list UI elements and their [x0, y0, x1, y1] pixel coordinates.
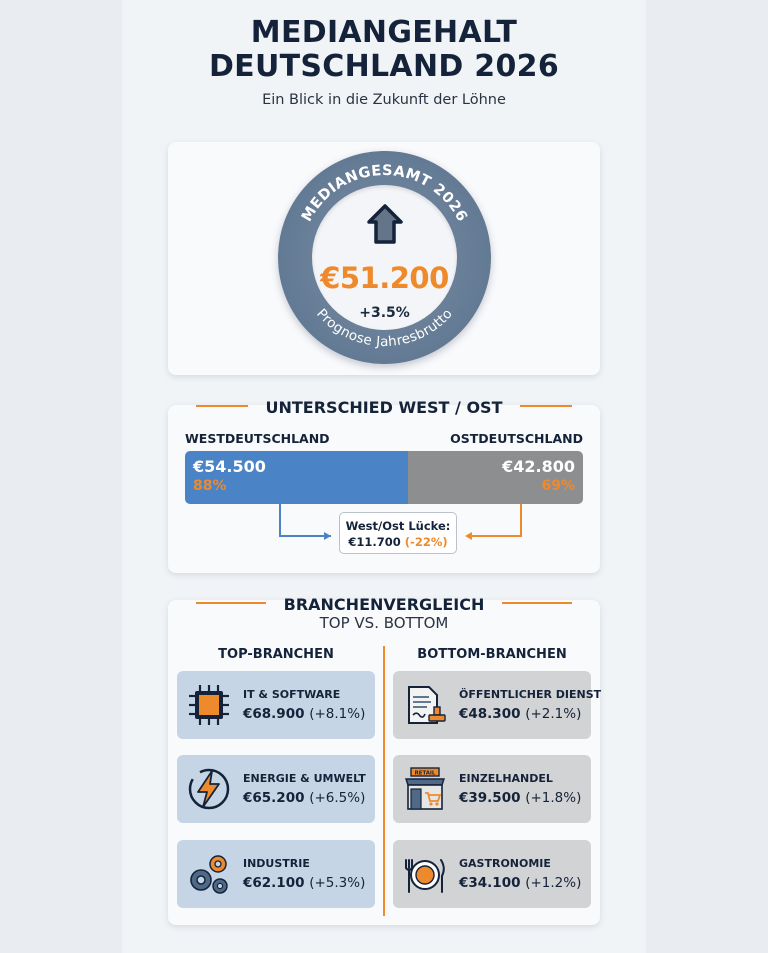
gears-icon: [185, 850, 233, 898]
industry-tile-public: [393, 671, 602, 739]
bottom-industries-heading: BOTTOM-BRANCHEN: [417, 647, 567, 662]
west-bar: [185, 451, 408, 504]
industry-change: (+5.3%): [309, 875, 366, 891]
west-label: WESTDEUTSCHLAND: [185, 431, 330, 446]
median-value: €51.200: [320, 261, 449, 295]
gap-value: €11.700: [348, 535, 401, 549]
industry-tile-it: [177, 671, 375, 739]
industry-value-line: [243, 706, 365, 722]
document-stamp-icon: [401, 681, 449, 729]
industry-name: ENERGIE & UMWELT: [243, 772, 366, 785]
industry-change: (+1.8%): [525, 790, 582, 806]
title-line-1: MEDIANGEHALT: [250, 15, 518, 50]
industry-change: (+2.1%): [525, 706, 582, 722]
industry-card: [168, 595, 602, 925]
industry-value: €34.100: [459, 875, 521, 891]
west-value: €54.500: [193, 457, 266, 476]
store-sign-text: RETAIL: [414, 770, 436, 777]
top-industries-heading: TOP-BRANCHEN: [218, 647, 334, 662]
east-bar: [408, 451, 583, 504]
median-total-card: [168, 142, 600, 375]
east-connector: [468, 504, 521, 536]
industry-tile-gastro: [393, 840, 591, 908]
industry-tile-retail: [393, 755, 591, 823]
badge-bottom-text: Prognose Jahresbrutto: [313, 305, 456, 351]
east-label: OSTDEUTSCHLAND: [450, 431, 583, 446]
west-connector: [280, 504, 331, 536]
industry-name: EINZELHANDEL: [459, 772, 553, 785]
badge-center: [312, 185, 457, 330]
industry-value: €65.200: [243, 790, 305, 806]
gap-percent: (-22%): [404, 535, 448, 549]
industry-change: (+6.5%): [309, 790, 366, 806]
plate-cutlery-icon: [401, 850, 449, 898]
industry-change: (+8.1%): [309, 706, 366, 722]
industry-name: IT & SOFTWARE: [243, 688, 341, 701]
west-arrow-icon: [324, 532, 331, 540]
industry-value: €48.300: [459, 706, 521, 722]
median-change: +3.5%: [359, 305, 410, 321]
west-east-card: [168, 398, 600, 573]
west-east-title: UNTERSCHIED WEST / OST: [265, 398, 503, 417]
industry-name: INDUSTRIE: [243, 857, 310, 870]
industry-value: €68.900: [243, 706, 305, 722]
industry-value-line: [459, 875, 581, 891]
east-value: €42.800: [502, 457, 575, 476]
storefront-icon: [401, 765, 449, 813]
cpu-chip-icon: [185, 681, 233, 729]
industry-change: (+1.2%): [525, 875, 582, 891]
arrow-up-icon: [365, 203, 405, 245]
column-divider: [383, 646, 385, 916]
west-percent: 88%: [193, 478, 227, 494]
median-badge: [278, 151, 491, 364]
gap-value-line: [340, 534, 456, 550]
industry-title: BRANCHENVERGLEICH: [283, 595, 485, 614]
industry-value: €39.500: [459, 790, 521, 806]
industry-tile-energy: [177, 755, 375, 823]
badge-top-text: MEDIANGESAMT 2026: [299, 162, 470, 225]
industry-value-line: [459, 790, 581, 806]
industry-name: GASTRONOMIE: [459, 857, 551, 870]
industry-value-line: [243, 790, 365, 806]
industry-subtitle: TOP VS. BOTTOM: [319, 614, 449, 632]
industry-name: ÖFFENTLICHER DIENST: [459, 688, 602, 701]
east-arrow-icon: [465, 532, 472, 540]
industry-value-line: [459, 706, 581, 722]
gap-callout: [339, 512, 457, 554]
industry-value: €62.100: [243, 875, 305, 891]
page-title: [0, 16, 768, 84]
lightning-bolt-icon: [185, 765, 233, 813]
industry-tile-industrie: [177, 840, 375, 908]
gap-label: West/Ost Lücke:: [345, 519, 451, 533]
page-subtitle: Ein Blick in die Zukunft der Löhne: [262, 92, 506, 108]
industry-value-line: [243, 875, 365, 891]
title-line-2: DEUTSCHLAND 2026: [208, 49, 560, 84]
east-percent: 69%: [541, 478, 575, 494]
